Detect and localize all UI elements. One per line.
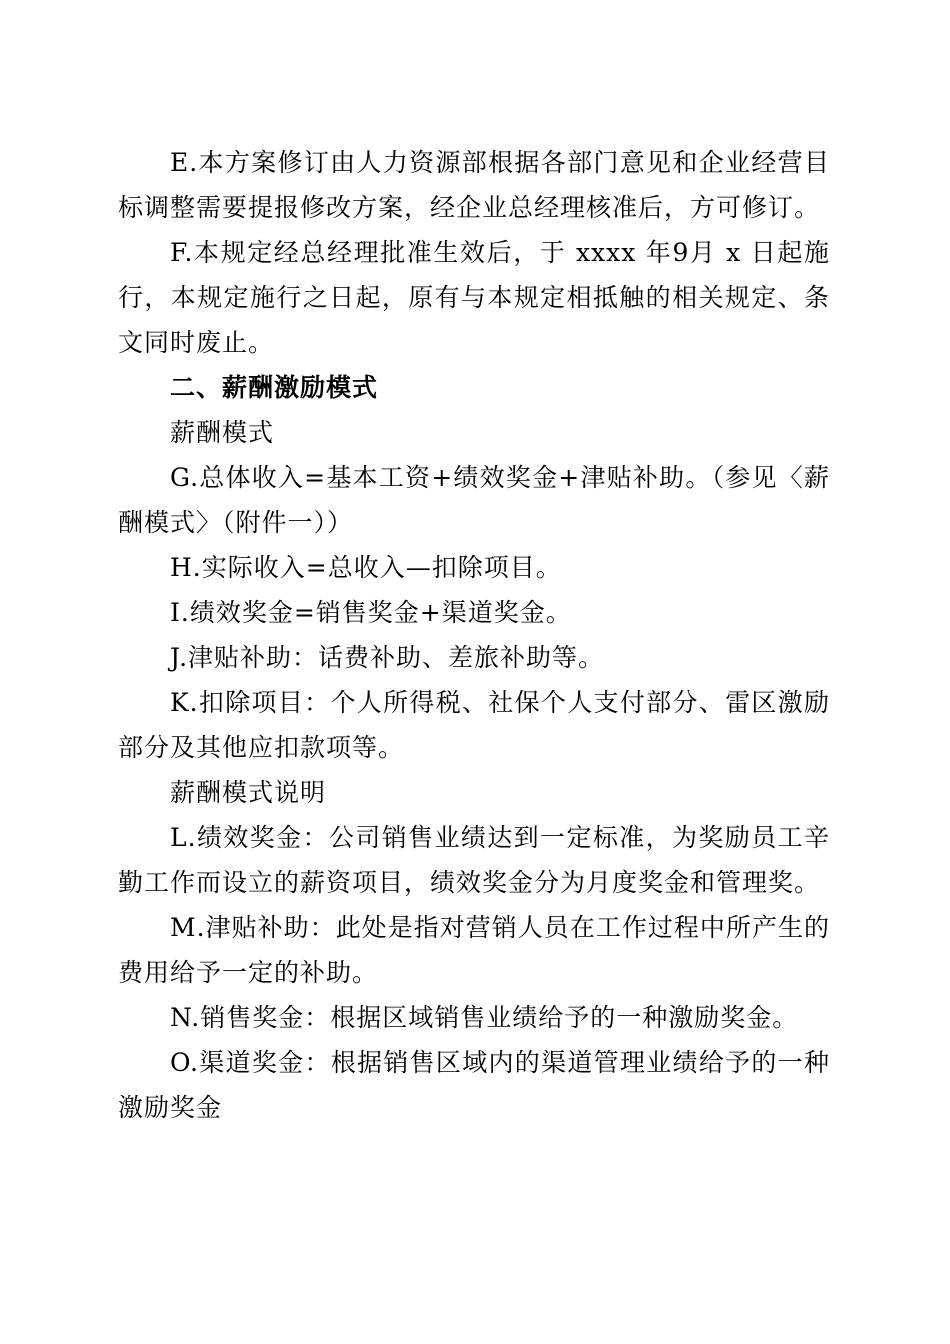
paragraph-l: L.绩效奖金：公司销售业绩达到一定标准，为奖励员工辛勤工作而设立的薪资项目，绩效奖金分为月度奖金和管理奖。	[118, 823, 830, 897]
paragraph-m: M.津贴补助：此处是指对营销人员在工作过程中所产生的费用给予一定的补助。	[118, 913, 830, 987]
subsection-heading-salary-mode: 薪酬模式	[170, 418, 275, 447]
paragraph-f: F.本规定经总经理批准生效后，于 xxxx 年9月 x 日起施行，本规定施行之日起，原有与本规定相抵触的相关规定、条文同时废止。	[118, 238, 830, 357]
paragraph-n: N.销售奖金：根据区域销售业绩给予的一种激励奖金。	[170, 1003, 799, 1032]
document-body	[118, 140, 830, 1130]
paragraph-h: H.实际收入=总收入—扣除项目。	[170, 553, 562, 582]
paragraph-g: G.总体收入=基本工资+绩效奖金+津贴补助。（参见〈薪酬模式〉（附件一））	[118, 463, 830, 537]
paragraph-i: I.绩效奖金=销售奖金+渠道奖金。	[170, 598, 572, 627]
paragraph-e: E.本方案修订由人力资源部根据各部门意见和企业经营目标调整需要提报修改方案，经企业总经理核准后，方可修订。	[118, 148, 830, 222]
subsection-heading-salary-mode-notes: 薪酬模式说明	[170, 778, 327, 807]
section-heading: 二、薪酬激励模式	[170, 373, 379, 402]
paragraph-o: O.渠道奖金：根据销售区域内的渠道管理业绩给予的一种激励奖金	[118, 1048, 830, 1122]
paragraph-k: K.扣除项目：个人所得税、社保个人支付部分、雷区激励部分及其他应扣款项等。	[118, 688, 830, 762]
paragraph-j: J.津贴补助：话费补助、差旅补助等。	[170, 643, 605, 672]
